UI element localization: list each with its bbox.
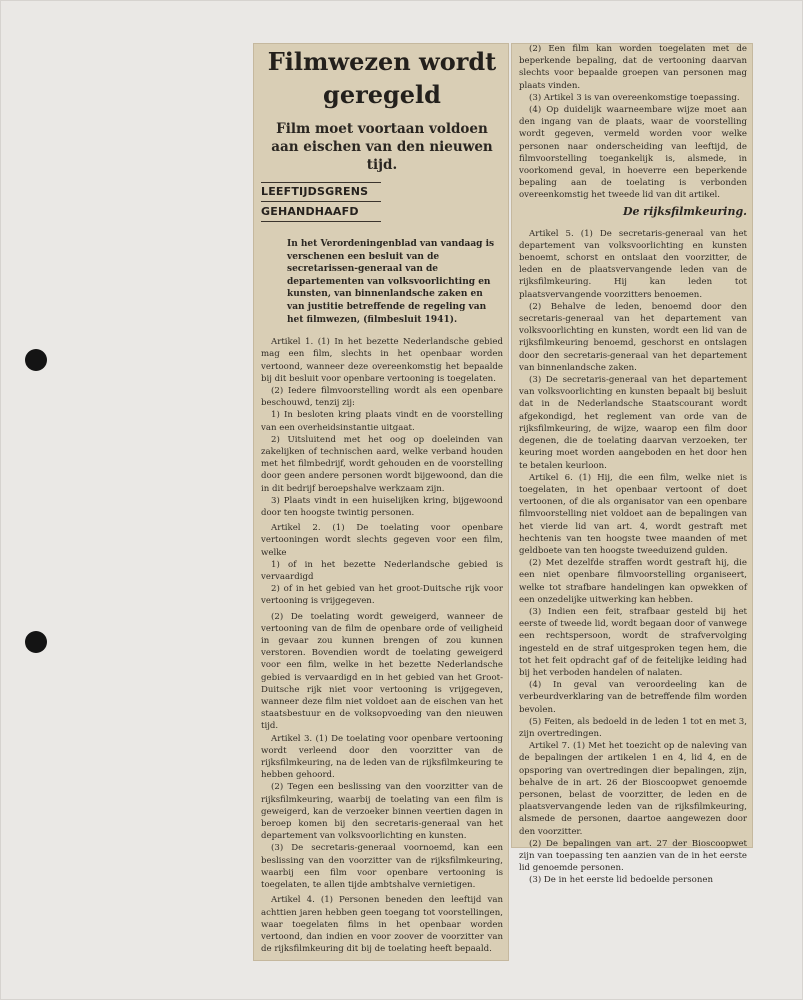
paragraph: Artikel 4. (1) Personen beneden den leeftijd van achttien jaren hebben geen toegang tot voorstellingen, waar toegelaten films in het openbaar worden vertoond, dan indien en voor zoover de voorzitter van de rijksfilmkeuring dit bij de toelating heeft bepaald. <box>261 895 503 955</box>
section-heading-line-1: LEEFTIJDSGRENS <box>261 185 369 198</box>
paragraph: (2) Iedere filmvoorstelling wordt als een openbare beschouwd, tenzij zij: <box>261 385 503 409</box>
paragraph: (3) De secretaris-generaal voornoemd, kan een beslissing van den voorzitter van de rijksfilmkeuring, waarbij een film voor openbare vertooning is toegelaten, te allen tijde ambtshalve vernietigen. <box>261 843 503 891</box>
punch-hole <box>25 349 47 371</box>
paragraph: Artikel 3. (1) De toelating voor openbare vertooning wordt verleend door den voorzitter van de rijksfilmkeuring, na de leden van de rijksfilmkeuring te hebben gehoord. <box>261 733 503 781</box>
newspaper-clipping-right <box>511 43 753 886</box>
paragraph: (2) Behalve de leden, benoemd door den secretaris-generaal van het departement van volksvoorlichting en kunsten, wordt een lid van de rijksfilmkeuring benoemd, geschorst en ontslagen door den secretaris-generaal van het departement van binnenlandsche zaken. <box>519 301 747 373</box>
article-body-right-top <box>519 43 747 202</box>
paragraph: 1) In besloten kring plaats vindt en de voorstelling van een overheidsinstantie uitgaat. <box>261 410 503 433</box>
paragraph: 3) Plaats vindt in een huiselijken kring, bijgewoond door ten hoogste twintig personen. <box>261 495 503 518</box>
paragraph: (4) In geval van veroordeeling kan de verbeurdverklaring van de betreffende film worden bevolen. <box>519 680 747 715</box>
newspaper-clipping-left <box>253 43 509 961</box>
headline: Filmwezen wordt geregeld <box>267 47 497 109</box>
article-body-left <box>261 336 503 955</box>
paragraph: Artikel 2. (1) De toelating voor openbare vertooningen wordt slechts gegeven voor een film, welke <box>261 523 503 558</box>
paragraph: (2) Met dezelfde straffen wordt gestraft hij, die een niet openbare filmvoorstelling organiseert, welke tot strafbare handelingen kan opwekken of een onzedelijke uitwerking kan hebben. <box>519 558 747 605</box>
paragraph: 2) Uitsluitend met het oog op doeleinden van zakelijken of technischen aard, welke verband houden met het filmbedrijf, wordt gehouden en de voorstelling door geen andere personen wordt bijgewoond, dan die in dit bedrijf beroepshalve werkzaam zijn. <box>261 434 503 494</box>
paragraph: (2) De bepalingen van art. 27 der Bioscoopwet zijn van toepassing ten aanzien van de in het eerste lid genoemde personen. <box>519 838 747 874</box>
paragraph: (3) Artikel 3 is van overeenkomstige toepassing. <box>529 92 740 103</box>
punch-hole <box>25 631 47 653</box>
section-heading <box>261 182 381 222</box>
paragraph: (2) Een film kan worden toegelaten met de beperkende bepaling, dat de vertooning daarvan slechts voor bepaalde groepen van personen mag plaats vinden. <box>519 44 747 91</box>
paragraph: (3) Indien een feit, strafbaar gesteld bij het eerste of tweede lid, wordt begaan door of vanwege een rechtspersoon, wordt de strafvervolging ingesteld en de straf uitgesproken tegen hem, die tot het feit opdracht gaf of de feitelijke leiding had bij het verboden handelen of nalaten. <box>519 606 747 678</box>
section-signature: De rijksfilmkeuring. <box>622 204 747 218</box>
paragraph: (3) De secretaris-generaal van het departement van volksvoorlichting en kunsten bepaalt bij besluit dat in de Nederlandsche Staatscourant wordt afgekondigd, het reglement van orde van de rijksfilmkeuring, de wijze, waarop een film door degenen, die de toelating daarvan verzoeken, ter keuring moet worden aangeboden en het door hen te betalen keurloon. <box>519 375 747 471</box>
paragraph: (5) Feiten, als bedoeld in de leden 1 tot en met 3, zijn overtredingen. <box>519 716 747 739</box>
paragraph: 1) of in het bezette Nederlandsche gebied is vervaardigd <box>261 559 503 583</box>
paragraph: (3) De in het eerste lid bedoelde personen <box>529 875 713 886</box>
paragraph: Artikel 1. (1) In het bezette Nederlandsche gebied mag een film, slechts in het openbaar worden vertoond, wanneer deze overeenkomstig het bepaalde bij dit besluit voor openbare vertooning is toegelaten. <box>261 337 503 384</box>
paragraph: (2) Tegen een beslissing van den voorzitter van de rijksfilmkeuring, waarbij de toelating van een film is geweigerd, kan de verzoeker binnen veertien dagen in beroep komen bij den secretaris-generaal van het departement van volksvoorlichting en kunsten. <box>261 782 503 842</box>
article-body-right-bottom <box>519 228 747 887</box>
paragraph: (2) De toelating wordt geweigerd, wanneer de vertooning van de film de openbare orde of veiligheid in gevaar zou kunnen brengen of zou kunnen verstoren. Bovendien wordt de toelating geweigerd voor een film, welke in het bezette Nederlandsche gebied is vervaardigd en in het gebied van het Groot-Duitsche rijk niet voor vertooning is vrijgegeven, wanneer deze film niet voldoet aan de eischen van het staatsbestuur en de volksopvoeding van den nieuwen tijd. <box>261 611 503 732</box>
section-heading-line-2: GEHANDHAAFD <box>261 205 359 218</box>
article-intro: In het Verordeningenblad van vandaag is verschenen een besluit van de secretarissen-generaal van de departementen van volksvoorlichting en kunsten, van binnenlandsche zaken en van justitie betreffende de regeling van het filmwezen, (filmbesluit 1941). <box>287 239 495 325</box>
paragraph: 2) of in het gebied van het groot-Duitsche rijk voor vertooning is vrijgegeven. <box>261 584 503 607</box>
paragraph: Artikel 7. (1) Met het toezicht op de naleving van de bepalingen der artikelen 1 en 4, lid 4, en de opsporing van overtredingen dier bepalingen, zijn, behalve de in art. 26 der Bioscoopwet genoemde personen, belast de voorzitter, de leden en de plaatsvervangende leden van de rijksfilmkeuring, alsmede de personen, daartoe aangewezen door den voorzitter. <box>519 741 747 837</box>
subheadline: Film moet voortaan voldoen aan eischen van den nieuwen tijd. <box>271 121 493 173</box>
paragraph: (4) Op duidelijk waarneembare wijze moet aan den ingang van de plaats, waar de voorstelling wordt gegeven, vermeld worden voor welke personen naar onderscheiding van leeftijd, de filmvoorstelling toegankelijk is, alsmede, in voorkomend geval, in hoeverre een beperkende bepaling aan de toelating is verbonden overeenkomstig het tweede lid van dit artikel. <box>519 105 747 201</box>
paragraph: Artikel 5. (1) De secretaris-generaal van het departement van volksvoorlichting en kunsten benoemt, schorst en ontslaat den voorzitter, de leden en de plaatsvervangende leden van de rijksfilmkeuring. Hij kan leden tot plaatsvervangende voorzitters benoemen. <box>519 228 747 300</box>
paragraph: Artikel 6. (1) Hij, die een film, welke niet is toegelaten, in het openbaar vertoont of doet vertoonen, of die als organisator van een openbare filmvoorstelling niet voldoet aan de bepalingen van het vierde lid van art. 4, wordt gestraft met hechtenis van ten hoogste twee maanden of met geldboete van ten hoogste tweeduizend gulden. <box>519 472 747 556</box>
